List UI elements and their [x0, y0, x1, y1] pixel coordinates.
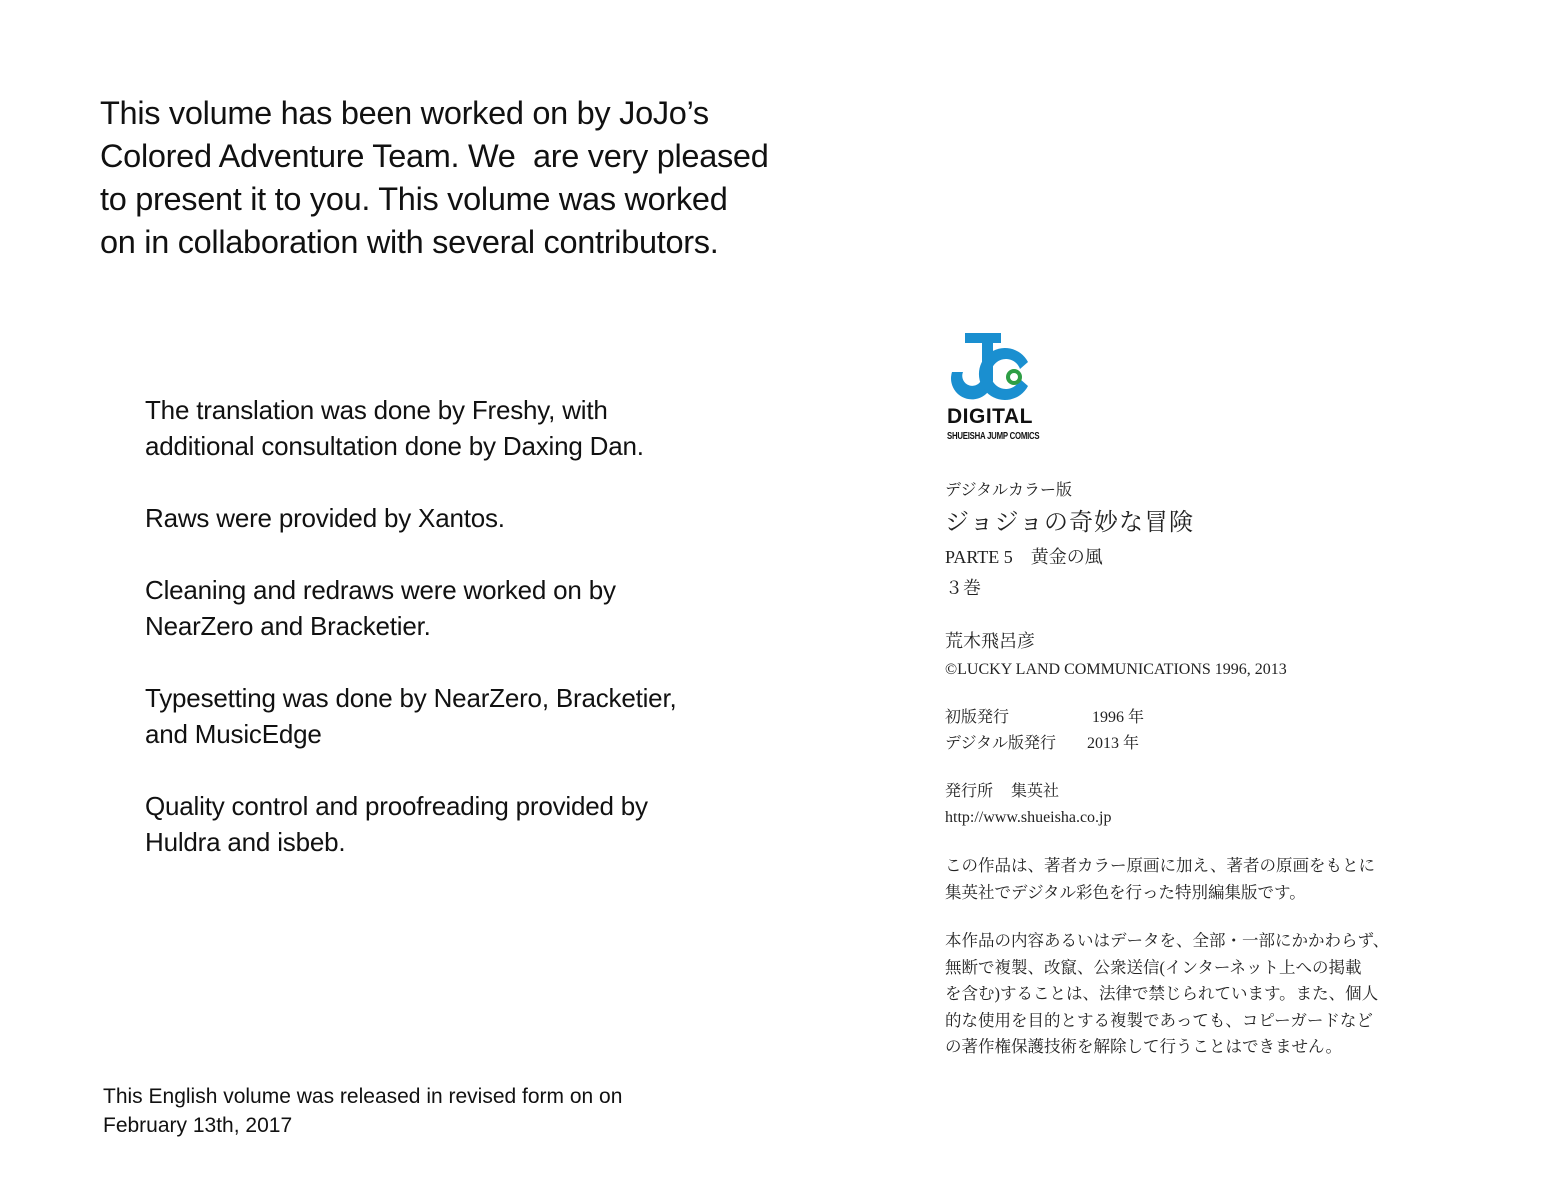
first-edition-label: 初版発行: [945, 709, 1010, 726]
credit-line: NearZero and Bracketier.: [145, 611, 431, 641]
publisher-url: http://www.shueisha.co.jp: [945, 809, 1112, 826]
notice-line: 集英社でデジタル彩色を行った特別編集版です。: [945, 882, 1306, 902]
credits-section: [145, 392, 785, 896]
credit-translation: [145, 392, 785, 464]
intro-line: to present it to you. This volume was worked: [100, 181, 728, 217]
intro-line: This volume has been worked on by JoJo’s: [100, 95, 709, 131]
credit-line: Raws were provided by Xantos.: [145, 503, 505, 533]
author-name: 荒木飛呂彦: [945, 631, 1035, 651]
colophon: [945, 478, 1425, 1061]
credit-typesetting: [145, 680, 785, 752]
release-line: This English volume was released in revised form on on: [103, 1085, 623, 1108]
logo-subtitle: SHUEISHA JUMP COMICS: [947, 431, 1040, 442]
notice-line: を含む)することは、法律で禁じられています。また、個人: [945, 984, 1379, 1003]
notice-line: 的な使用を目的とする複製であっても、コピーガードなど: [945, 1010, 1373, 1030]
book-title: ジョジョの奇妙な冒険: [945, 510, 1195, 536]
credit-line: Cleaning and redraws were worked on by: [145, 575, 616, 605]
release-line: February 13th, 2017: [103, 1114, 293, 1137]
publisher-label: 発行所: [945, 783, 994, 800]
credit-line: additional consultation done by Daxing Dan.: [145, 431, 644, 461]
logo-brand-text: DIGITAL: [947, 405, 1033, 428]
intro-line: on in collaboration with several contributors.: [100, 224, 719, 260]
notice-line: 本作品の内容あるいはデータを、全部・一部にかかわらず、: [945, 931, 1390, 950]
first-edition-row: [945, 705, 1425, 731]
edition-label: デジタルカラー版: [945, 482, 1073, 499]
notice-line: この作品は、著者カラー原画に加え、著者の原画をもとに: [945, 856, 1375, 875]
intro-line: Colored Adventure Team. We are very pleased: [100, 138, 769, 174]
digital-edition-row: [945, 731, 1425, 757]
part-title: PARTE 5 黄金の風: [945, 547, 1103, 567]
notice-line: の著作権保護技術を解除して行うことはできません。: [945, 1037, 1342, 1056]
digital-edition-label: デジタル版発行: [945, 735, 1057, 752]
copyright-line: ©LUCKY LAND COMMUNICATIONS 1996, 2013: [945, 661, 1287, 678]
credit-raws: [145, 500, 785, 536]
volume-number: ３巻: [945, 578, 981, 598]
first-edition-value: 1996 年: [1092, 709, 1145, 726]
release-note: [103, 1082, 723, 1140]
credit-line: Huldra and isbeb.: [145, 827, 346, 857]
credit-line: The translation was done by Freshy, with: [145, 395, 608, 425]
credit-line: and MusicEdge: [145, 719, 322, 749]
credit-quality-control: [145, 788, 785, 860]
publisher-row: [945, 779, 1425, 805]
notice-line: 無断で複製、改竄、公衆送信(インターネット上への掲載: [945, 957, 1362, 977]
jc-logo-icon: [940, 330, 1070, 410]
credit-cleaning: [145, 572, 785, 644]
credit-line: Quality control and proofreading provided by: [145, 791, 648, 821]
digital-edition-value: 2013 年: [1087, 735, 1140, 752]
intro-paragraph: [100, 92, 840, 264]
credit-line: Typesetting was done by NearZero, Bracketier,: [145, 683, 677, 713]
publisher-value: 集英社: [1011, 783, 1060, 800]
